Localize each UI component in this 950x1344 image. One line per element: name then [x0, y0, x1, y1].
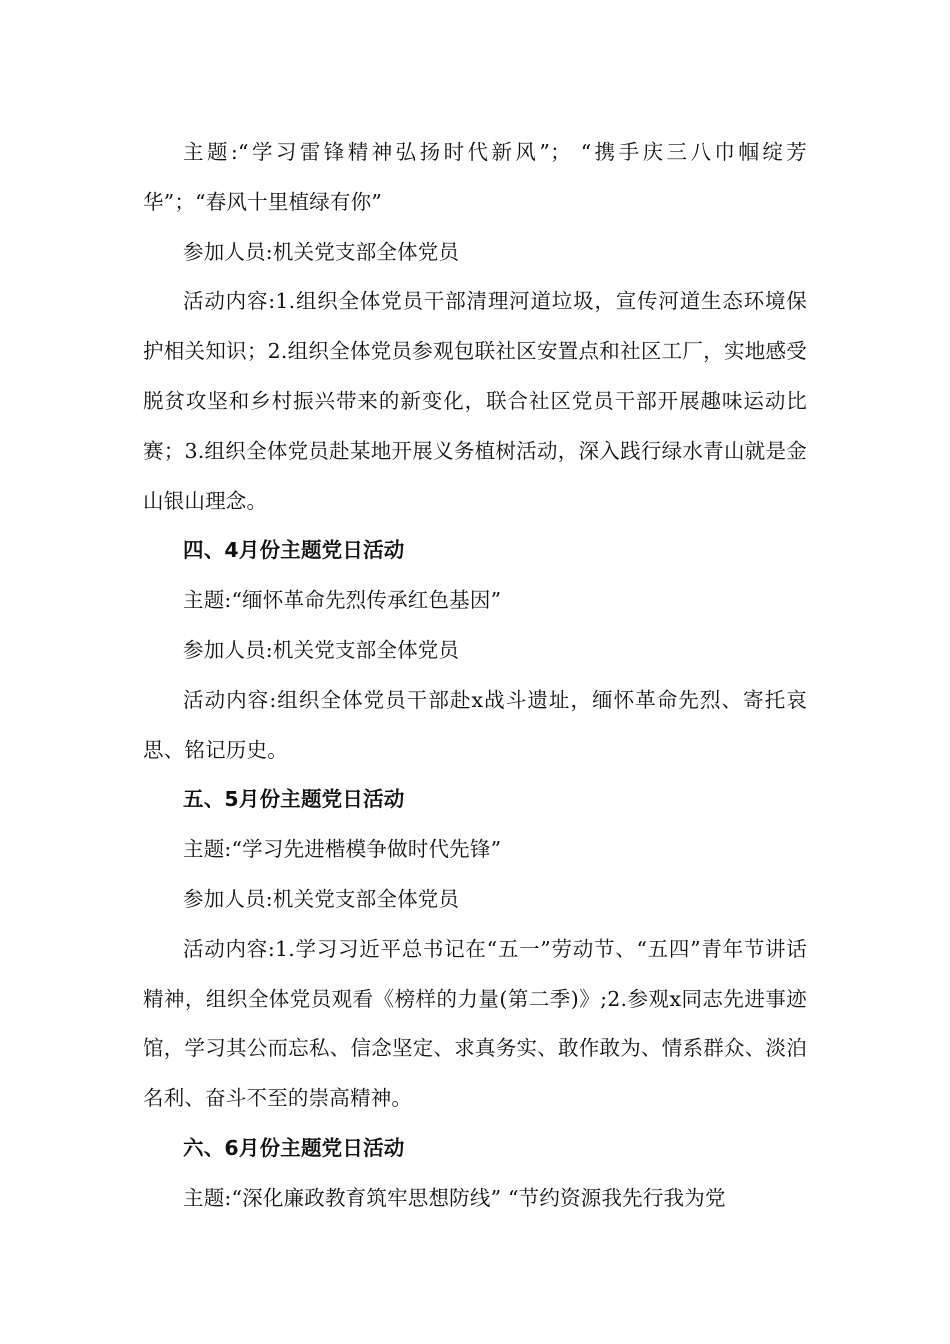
paragraph-theme-march: 主题:“学习雷锋精神弘扬时代新风”； “携手庆三八巾帼绽芳华”；“春风十里植绿有你”	[143, 140, 807, 214]
paragraph-activities-march: 活动内容:1.组织全体党员干部清理河道垃圾，宣传河道生态环境保护相关知识；2.组织全体党员参观包联社区安置点和社区工厂，实地感受脱贫攻坚和乡村振兴带来的新变化，联合社区党员干部开展趣味运动比赛；3.组织全体党员赴某地开展义务植树活动，深入践行绿水青山就是金山银山理念。	[143, 289, 807, 513]
document-body	[143, 128, 807, 1224]
paragraph-theme-april: 主题:“缅怀革命先烈传承红色基因”	[183, 588, 502, 613]
paragraph-activities-april: 活动内容:组织全体党员干部赴x战斗遗址，缅怀革命先烈、寄托哀思、铭记历史。	[143, 687, 807, 762]
paragraph-participants-march: 参加人员:机关党支部全体党员	[183, 239, 460, 264]
paragraph-theme-may: 主题:“学习先进楷模争做时代先锋”	[183, 837, 502, 862]
paragraph-participants-may: 参加人员:机关党支部全体党员	[183, 886, 460, 911]
paragraph-theme-june: 主题:“深化廉政教育筑牢思想防线” “节约资源我先行我为党	[183, 1185, 726, 1210]
paragraph-participants-april: 参加人员:机关党支部全体党员	[183, 637, 460, 662]
paragraph-activities-may: 活动内容:1.学习习近平总书记在“五一”劳动节、“五四”青年节讲话精神，组织全体党员观看《榜样的力量(第二季)》;2.参观x同志先进事迹馆，学习其公而忘私、信念坚定、求真务实、敢作敢为、情系群众、淡泊名利、奋斗不至的崇高精神。	[143, 936, 807, 1111]
section-heading-june: 六、6月份主题党日活动	[183, 1135, 405, 1160]
section-heading-may: 五、5月份主题党日活动	[183, 787, 405, 812]
section-heading-april: 四、4月份主题党日活动	[183, 538, 405, 563]
